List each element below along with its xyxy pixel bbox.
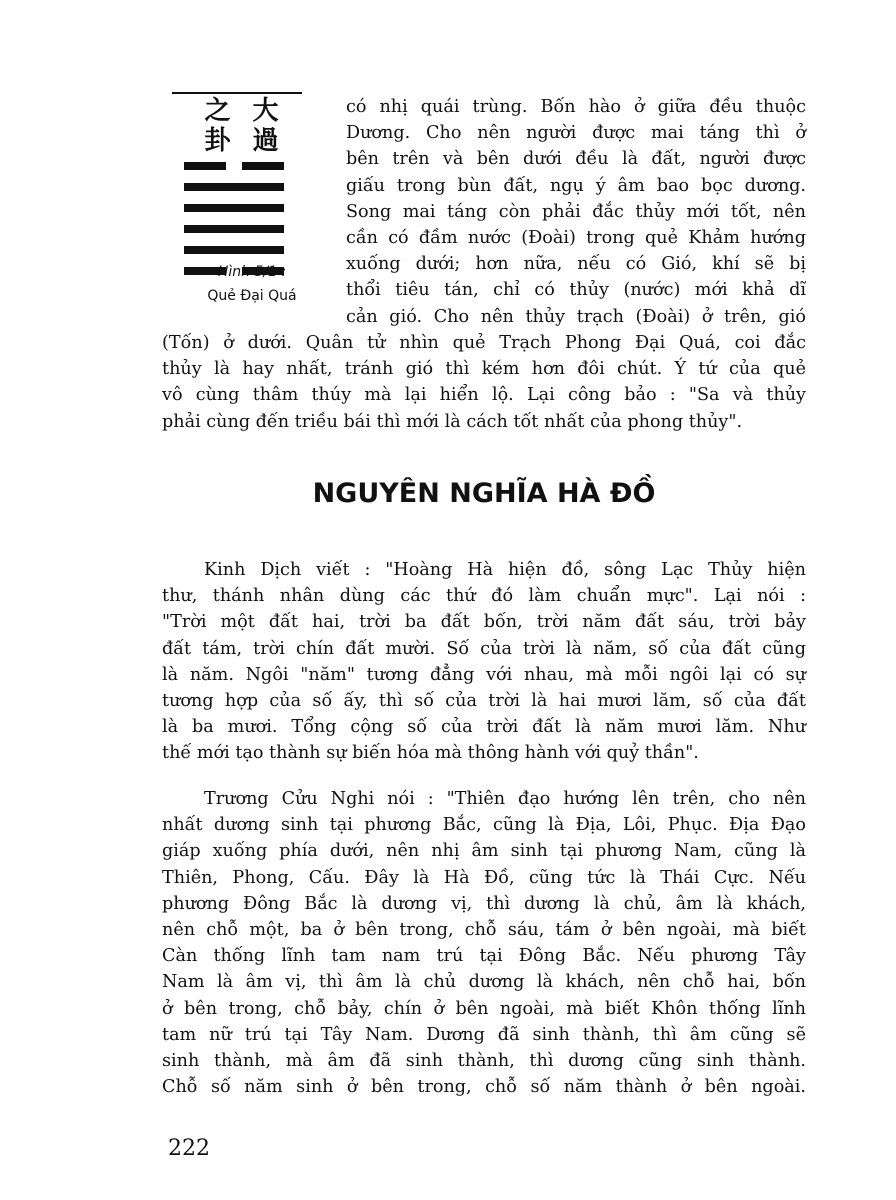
- text-line: Trương Cửu Nghi nói : "Thiên đạo hướng lên trên, cho nên: [204, 789, 806, 809]
- text-line: Song mai táng còn phải đắc thủy mới tốt, nên: [346, 201, 806, 222]
- hexagram-chars-right: 大過: [248, 96, 278, 156]
- solid-line-yang: [184, 225, 284, 233]
- text-line: tương hợp của số ấy, thì số của trời là hai mươi lăm, số của đất: [162, 690, 806, 711]
- page-number: 222: [168, 1136, 210, 1161]
- text-line: sinh thành, mà âm đã sinh thành, thì dương cũng sinh thành.: [162, 1050, 806, 1071]
- solid-line-yang: [184, 204, 284, 212]
- text-line: Kinh Dịch viết : "Hoàng Hà hiện đồ, sông Lạc Thủy hiện: [204, 560, 806, 580]
- solid-line-yang: [184, 183, 284, 191]
- text-line: Nam là âm vị, thì âm là chủ dương là khách, nên chỗ hai, bốn: [162, 972, 806, 993]
- text-line: (Tốn) ở dưới. Quân tử nhìn quẻ Trạch Phong Đại Quá, coi đắc: [162, 333, 806, 353]
- hexagram-chars-left: 之卦: [200, 96, 230, 156]
- text-line: thư, thánh nhân dùng các thứ đó làm chuẩn mực". Lại nói :: [162, 586, 806, 607]
- broken-line-yin: [184, 162, 284, 170]
- text-line: nhất dương sinh tại phương Bắc, cũng là Địa, Lôi, Phục. Địa Đạo: [162, 815, 806, 836]
- text-line: cản gió. Cho nên thủy trạch (Đoài) ở trên, gió: [346, 306, 806, 327]
- caption-label: Hình 5/1 :: [217, 264, 287, 280]
- text-line: Thiên, Phong, Cấu. Đây là Hà Đồ, cũng tức là Thái Cực. Nếu: [162, 867, 806, 888]
- text-line: đất tám, trời chín đất mười. Số của trời là năm, số của đất cũng: [162, 638, 806, 659]
- text-line: "Trời một đất hai, trời ba đất bốn, trời năm đất sáu, trời bảy: [162, 612, 806, 633]
- text-line: vô cùng thâm thúy mà lại hiển lộ. Lại công bảo : "Sa và thủy: [162, 385, 806, 406]
- text-line: là năm. Ngôi "năm" tương đẳng với nhau, mà mỗi ngôi lại có sự: [162, 664, 806, 685]
- text-line: Chỗ số năm sinh ở bên trong, chỗ số năm thành ở bên ngoài.: [162, 1077, 806, 1098]
- text-line: bên trên và bên dưới đều là đất, người được: [346, 149, 806, 170]
- figure-top-rule: [172, 92, 302, 94]
- text-line: tam nữ trú tại Tây Nam. Dương đã sinh thành, thì âm cũng sẽ: [162, 1024, 806, 1045]
- text-line: thổi tiêu tán, chỉ có thủy (nước) mới khả dĩ: [346, 280, 806, 301]
- text-line: Càn thống lĩnh tam nam trú tại Đông Bắc. Nếu phương Tây: [162, 946, 806, 967]
- hexagram-figure: [172, 88, 332, 313]
- text-line: Dương. Cho nên người được mai táng thì ở: [346, 123, 806, 144]
- text-line: cần có đầm nước (Đoài) trong quẻ Khảm hướng: [346, 227, 806, 248]
- figure-caption: [172, 260, 332, 308]
- paragraph-1-continuation: [162, 330, 806, 435]
- text-line: xuống dưới; hơn nữa, nếu có Gió, khí sẽ bị: [346, 254, 806, 275]
- hexagram-title-chars: [182, 96, 292, 163]
- paragraph-kinh-dich: [162, 557, 806, 767]
- right-column-text: [346, 94, 806, 330]
- paragraph-truong-cuu-nghi: [162, 786, 806, 1100]
- text-line: thủy là hay nhất, tránh gió thì kém hơn đôi chút. Ý tứ của quẻ: [162, 359, 806, 380]
- text-line: nên chỗ một, ba ở bên trong, chỗ sáu, tám ở bên ngoài, mà biết: [162, 919, 806, 940]
- text-line: là ba mươi. Tổng cộng số của trời đất là năm mươi lăm. Như: [162, 717, 806, 738]
- text-line: phương Đông Bắc là dương vị, thì dương là chủ, âm là khách,: [162, 893, 806, 914]
- section-heading: NGUYÊN NGHĨA HÀ ĐỒ: [312, 478, 656, 509]
- text-line: có nhị quái trùng. Bốn hào ở giữa đều thuộc: [346, 97, 806, 117]
- text-line: thế mới tạo thành sự biến hóa mà thông hành với quỷ thần".: [162, 743, 699, 764]
- caption-title: Quẻ Đại Quá: [207, 288, 297, 304]
- text-line: giáp xuống phía dưới, nên nhị âm sinh tại phương Nam, cũng là: [162, 841, 806, 862]
- solid-line-yang: [184, 246, 284, 254]
- text-line: giấu trong bùn đất, ngụ ý âm bao bọc dương.: [346, 175, 806, 196]
- text-line: phải cùng đến triều bái thì mới là cách tốt nhất của phong thủy".: [162, 411, 743, 432]
- text-line: ở bên trong, chỗ bảy, chín ở bên ngoài, mà biết Khôn thống lĩnh: [162, 998, 806, 1019]
